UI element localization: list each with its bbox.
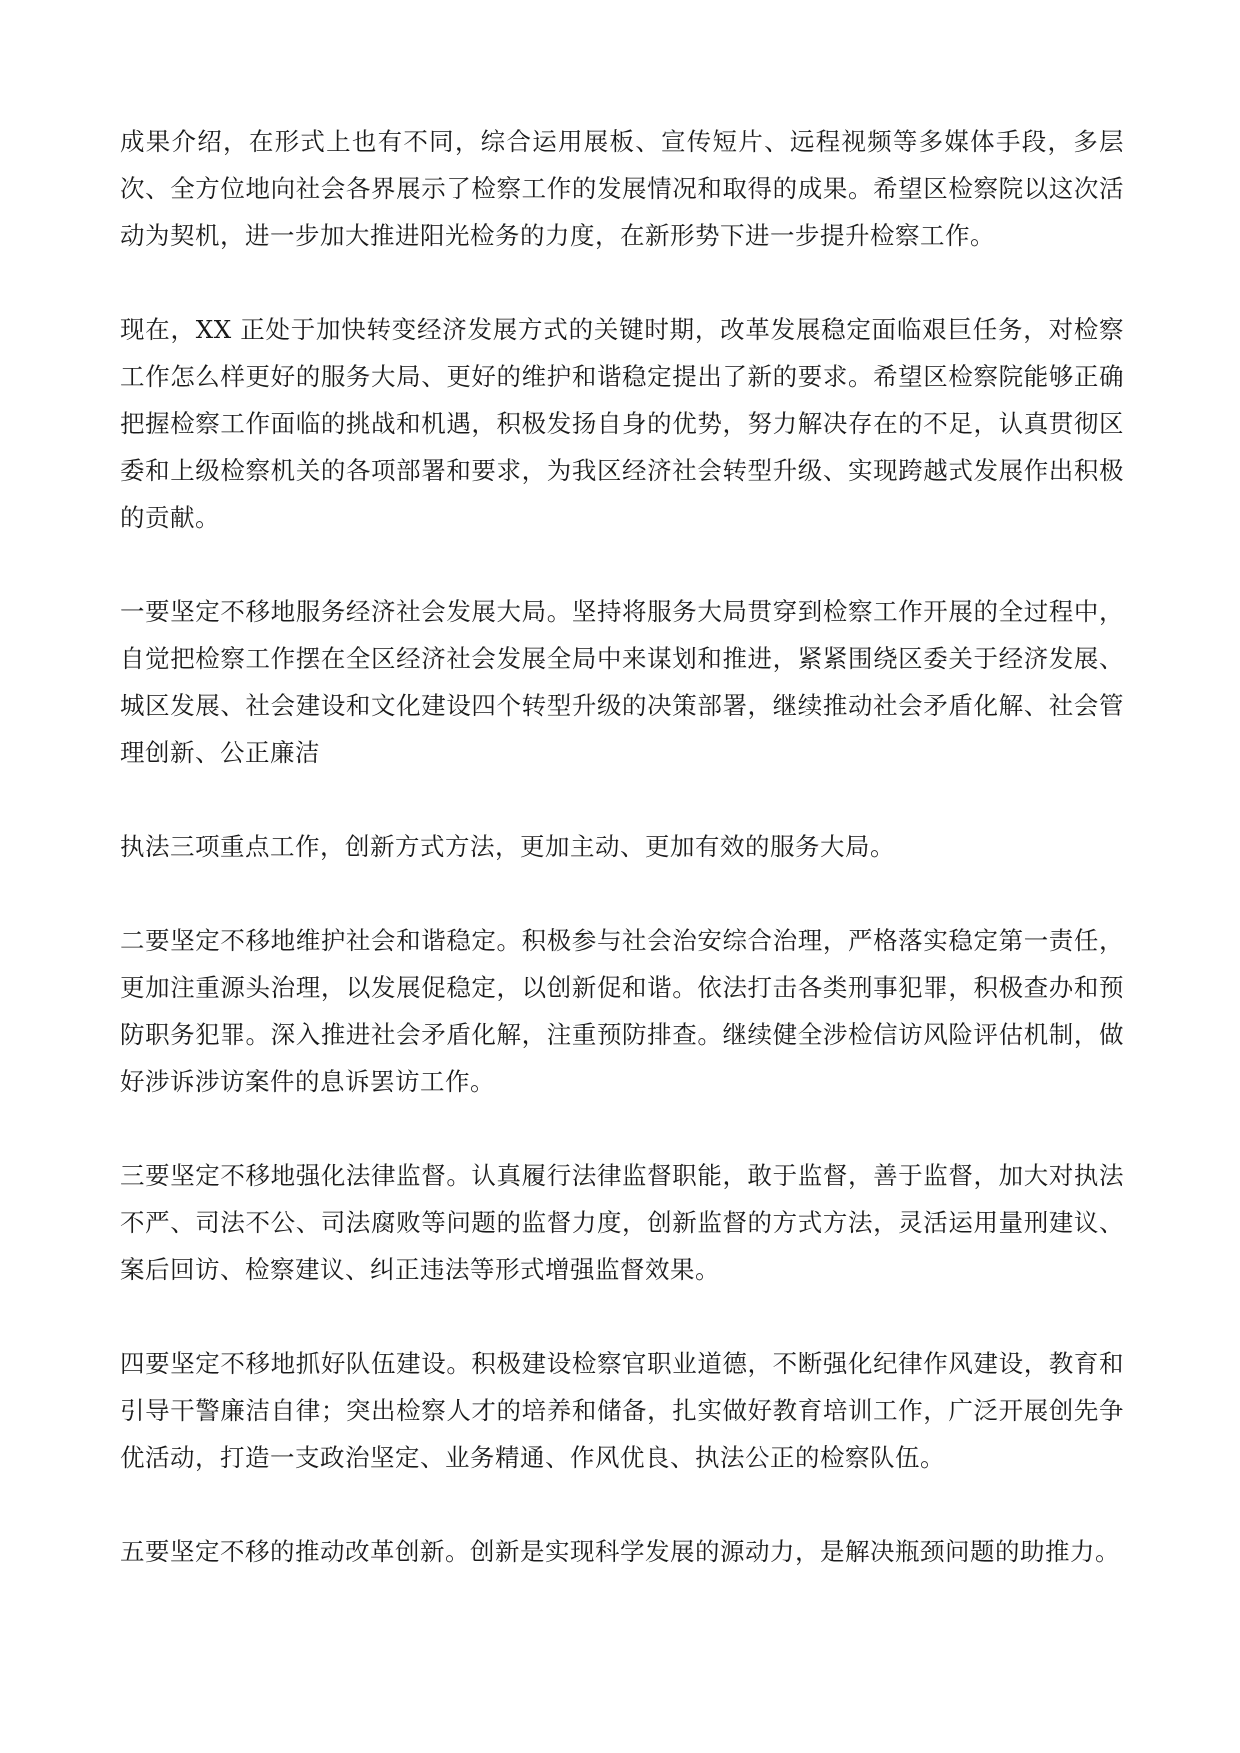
paragraph-4: 执法三项重点工作，创新方式方法，更加主动、更加有效的服务大局。 <box>120 832 895 861</box>
paragraph-3: 一要坚定不移地服务经济社会发展大局。坚持将服务大局贯穿到检察工作开展的全过程中，自觉把检察工作摆在全区经济社会发展全局中来谋划和推进，紧紧围绕区委关于经济发展、城区发展、社会建设和文化建设四个转型升级的决策部署，继续推动社会矛盾化解、社会管理创新、公正廉洁 <box>120 597 1124 767</box>
paragraph-1: 成果介绍，在形式上也有不同，综合运用展板、宣传短片、远程视频等多媒体手段，多层次、全方位地向社会各界展示了检察工作的发展情况和取得的成果。希望区检察院以这次活动为契机，进一步加大推进阳光检务的力度，在新形势下进一步提升检察工作。 <box>120 127 1124 250</box>
paragraph-2: 现在，XX 正处于加快转变经济发展方式的关键时期，改革发展稳定面临艰巨任务，对检察工作怎么样更好的服务大局、更好的维护和谐稳定提出了新的要求。希望区检察院能够正确把握检察工作面临的挑战和机遇，积极发扬自身的优势，努力解决存在的不足，认真贯彻区委和上级检察机关的各项部署和要求，为我区经济社会转型升级、实现跨越式发展作出积极的贡献。 <box>120 315 1124 532</box>
paragraph-7: 四要坚定不移地抓好队伍建设。积极建设检察官职业道德，不断强化纪律作风建设，教育和引导干警廉洁自律；突出检察人才的培养和储备，扎实做好教育培训工作，广泛开展创先争优活动，打造一支政治坚定、业务精通、作风优良、执法公正的检察队伍。 <box>120 1349 1124 1472</box>
paragraph-5: 二要坚定不移地维护社会和谐稳定。积极参与社会治安综合治理，严格落实稳定第一责任，更加注重源头治理，以发展促稳定，以创新促和谐。依法打击各类刑事犯罪，积极查办和预防职务犯罪。深入推进社会矛盾化解，注重预防排查。继续健全涉检信访风险评估机制，做好涉诉涉访案件的息诉罢访工作。 <box>120 926 1124 1096</box>
paragraph-6: 三要坚定不移地强化法律监督。认真履行法律监督职能，敢于监督，善于监督，加大对执法不严、司法不公、司法腐败等问题的监督力度，创新监督的方式方法，灵活运用量刑建议、案后回访、检察建议、纠正违法等形式增强监督效果。 <box>120 1161 1124 1284</box>
document-body <box>120 118 1124 1575</box>
paragraph-8: 五要坚定不移的推动改革创新。创新是实现科学发展的源动力，是解决瓶颈问题的助推力。 <box>120 1537 1120 1566</box>
